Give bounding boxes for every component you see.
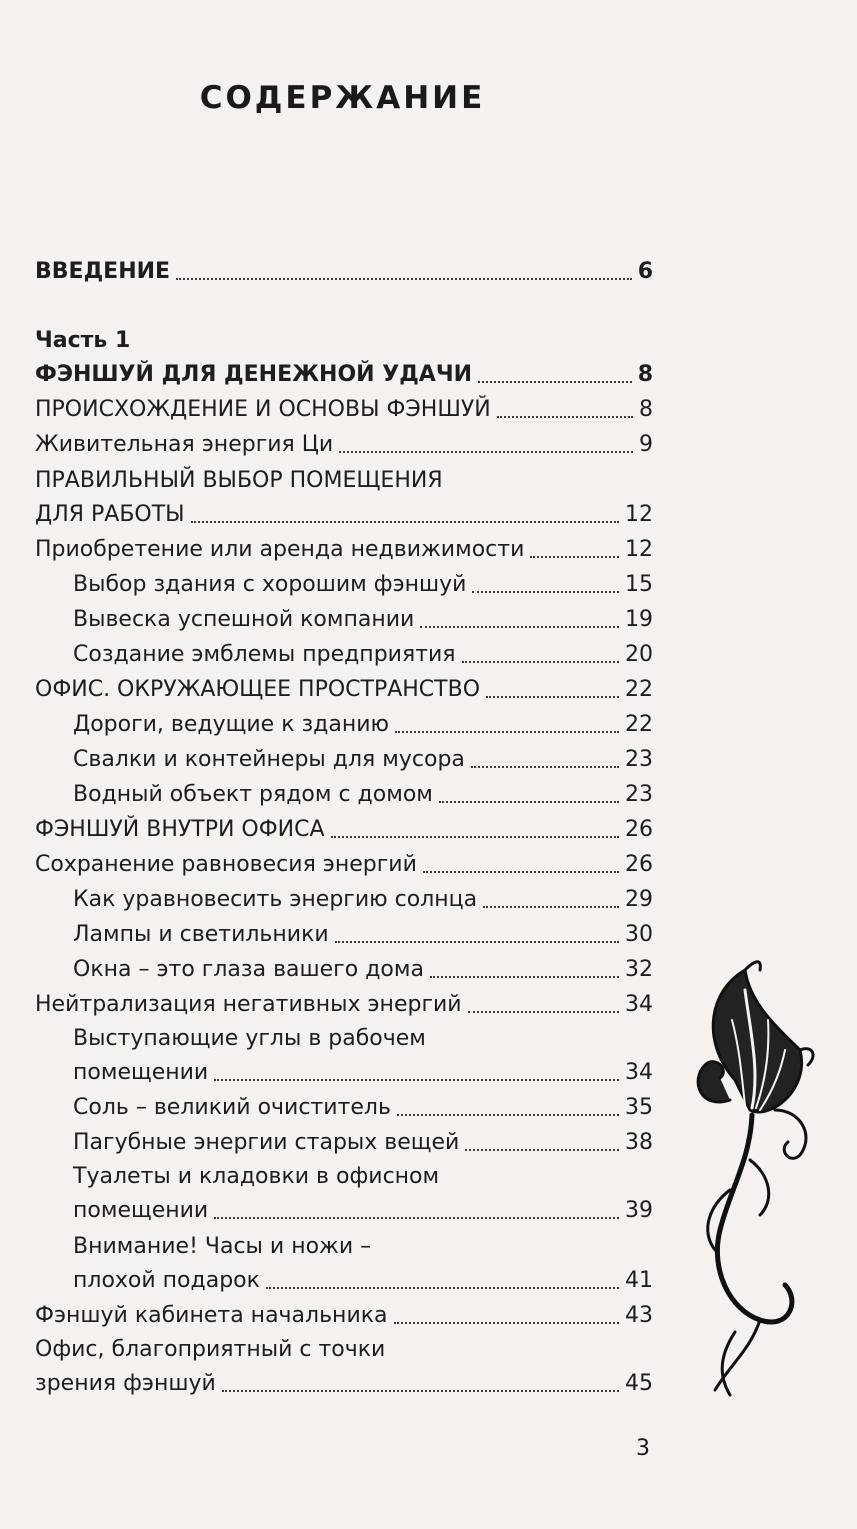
- toc-entry-title-line: Офис, благоприятный с точки: [35, 1337, 386, 1362]
- dot-leader: [439, 801, 619, 803]
- toc-entry-page: 43: [625, 1303, 653, 1328]
- dot-leader: [335, 941, 619, 943]
- dot-leader: [423, 871, 619, 873]
- toc-entry-title-line: ПРАВИЛЬНЫЙ ВЫБОР ПОМЕЩЕНИЯ: [35, 468, 443, 493]
- toc-entry-title: Живительная энергия Ци: [35, 432, 334, 457]
- toc-entry-page: 32: [625, 957, 653, 982]
- toc-entry-page: 19: [625, 607, 653, 632]
- toc-entry: [35, 640, 653, 670]
- toc-entry-page: 26: [625, 817, 653, 842]
- toc-entry-page: 41: [625, 1268, 653, 1293]
- dot-leader: [222, 1390, 619, 1392]
- toc-entry-page: 20: [625, 642, 653, 667]
- toc-entry-page: 23: [625, 782, 653, 807]
- toc-entry-title: ВВЕДЕНИЕ: [35, 259, 171, 284]
- dot-leader: [191, 521, 619, 523]
- toc-entry: [35, 920, 653, 950]
- toc-entry-page: 38: [625, 1130, 653, 1155]
- toc-entry-page: 45: [625, 1371, 653, 1396]
- toc-entry: [35, 430, 653, 460]
- toc-entry-title: Часть 1: [35, 328, 131, 353]
- toc-entry-page: 34: [625, 1060, 653, 1085]
- toc-entry: [35, 1024, 653, 1088]
- toc-entry-title: Как уравновесить энергию солнца: [73, 887, 478, 912]
- toc-entry-page: 9: [639, 432, 653, 457]
- toc-entry: [35, 675, 653, 705]
- floral-flourish-icon: [690, 960, 820, 1400]
- dot-leader: [530, 556, 619, 558]
- toc-entry-page: 8: [637, 362, 653, 387]
- toc-entry: [35, 326, 653, 356]
- toc-entry-title: ПРОИСХОЖДЕНИЕ И ОСНОВЫ ФЭНШУЙ: [35, 397, 491, 422]
- toc-entry: [35, 1301, 653, 1331]
- toc-entry-title: Создание эмблемы предприятия: [73, 642, 456, 667]
- dot-leader: [176, 278, 632, 280]
- page-number: 3: [636, 1436, 650, 1461]
- toc-entry-page: 29: [625, 887, 653, 912]
- toc-entry: [35, 1335, 653, 1399]
- toc-entry-title: зрения фэншуй: [35, 1371, 216, 1396]
- dot-leader: [214, 1217, 619, 1219]
- dot-leader: [462, 661, 619, 663]
- toc-entry-page: 26: [625, 852, 653, 877]
- dot-leader: [214, 1079, 619, 1081]
- toc-entry-title: Фэншуй кабинета начальника: [35, 1303, 388, 1328]
- toc-entry-title: плохой подарок: [73, 1268, 260, 1293]
- toc-entry: [35, 885, 653, 915]
- toc-entry-title: Свалки и контейнеры для мусора: [73, 747, 465, 772]
- toc-entry-page: 8: [639, 397, 653, 422]
- dot-leader: [483, 906, 619, 908]
- toc-entry: [35, 395, 653, 425]
- toc-entry-page: 22: [625, 712, 653, 737]
- toc-entry: [35, 1232, 653, 1296]
- toc-entry-page: 22: [625, 677, 653, 702]
- toc-entry-page: 12: [625, 537, 653, 562]
- toc-entry-title: ФЭНШУЙ ДЛЯ ДЕНЕЖНОЙ УДАЧИ: [35, 362, 473, 387]
- dot-leader: [394, 1322, 619, 1324]
- toc-entry: [35, 815, 653, 845]
- toc-entry-page: 6: [637, 259, 653, 284]
- toc-entry-title: Приобретение или аренда недвижимости: [35, 537, 525, 562]
- dot-leader: [397, 1114, 619, 1116]
- toc-entry: [35, 257, 653, 287]
- toc-entry-title: помещении: [73, 1060, 209, 1085]
- toc-entry-title: Окна – это глаза вашего дома: [73, 957, 424, 982]
- toc-entry: [35, 710, 653, 740]
- toc-entry-title: ДЛЯ РАБОТЫ: [35, 502, 185, 527]
- toc-entry-title: Вывеска успешной компании: [73, 607, 415, 632]
- toc-entry: [35, 850, 653, 880]
- toc-entry-title: Лампы и светильники: [73, 922, 329, 947]
- toc-entry-title: Нейтрализация негативных энергий: [35, 992, 462, 1017]
- page-title: СОДЕРЖАНИЕ: [199, 80, 486, 116]
- toc-entry-page: 34: [625, 992, 653, 1017]
- toc-entry: [35, 360, 653, 390]
- toc-entry: [35, 1162, 653, 1226]
- toc-entry-title: Пагубные энергии старых вещей: [73, 1130, 460, 1155]
- toc-entry-title: Выбор здания с хорошим фэншуй: [73, 572, 467, 597]
- toc-entry-title: Соль – великий очиститель: [73, 1095, 391, 1120]
- toc-entry-title-line: Внимание! Часы и ножи –: [73, 1234, 372, 1259]
- toc-entry: [35, 535, 653, 565]
- dot-leader: [430, 976, 619, 978]
- toc-entry: [35, 570, 653, 600]
- toc-entry: [35, 955, 653, 985]
- dot-leader: [395, 731, 619, 733]
- toc-entry: [35, 1128, 653, 1158]
- toc-entry: [35, 466, 653, 530]
- dot-leader: [472, 591, 619, 593]
- dot-leader: [465, 1149, 619, 1151]
- dot-leader: [468, 1011, 619, 1013]
- toc-entry-title: Сохранение равновесия энергий: [35, 852, 417, 877]
- toc-entry: [35, 780, 653, 810]
- toc-entry-title-line: Туалеты и кладовки в офисном: [73, 1164, 440, 1189]
- toc-entry-page: 23: [625, 747, 653, 772]
- toc-entry-title-line: Выступающие углы в рабочем: [73, 1026, 426, 1051]
- toc-entry-page: 12: [625, 502, 653, 527]
- toc-entry-title: помещении: [73, 1198, 209, 1223]
- dot-leader: [478, 381, 632, 383]
- toc-entry: [35, 745, 653, 775]
- toc-entry: [35, 605, 653, 635]
- dot-leader: [339, 451, 633, 453]
- toc-entry-title: Дороги, ведущие к зданию: [73, 712, 390, 737]
- dot-leader: [497, 416, 633, 418]
- dot-leader: [486, 696, 619, 698]
- toc-entry: [35, 990, 653, 1020]
- dot-leader: [331, 836, 619, 838]
- toc-entry: [35, 1093, 653, 1123]
- toc-entry-title: ФЭНШУЙ ВНУТРИ ОФИСА: [35, 817, 325, 842]
- toc-entry-title: ОФИС. ОКРУЖАЮЩЕЕ ПРОСТРАНСТВО: [35, 677, 481, 702]
- dot-leader: [420, 626, 619, 628]
- dot-leader: [266, 1287, 619, 1289]
- toc-entry-page: 39: [625, 1198, 653, 1223]
- toc-entry-title: Водный объект рядом с домом: [73, 782, 433, 807]
- toc-entry-page: 35: [625, 1095, 653, 1120]
- dot-leader: [471, 766, 619, 768]
- toc-entry-page: 15: [625, 572, 653, 597]
- toc-entry-page: 30: [625, 922, 653, 947]
